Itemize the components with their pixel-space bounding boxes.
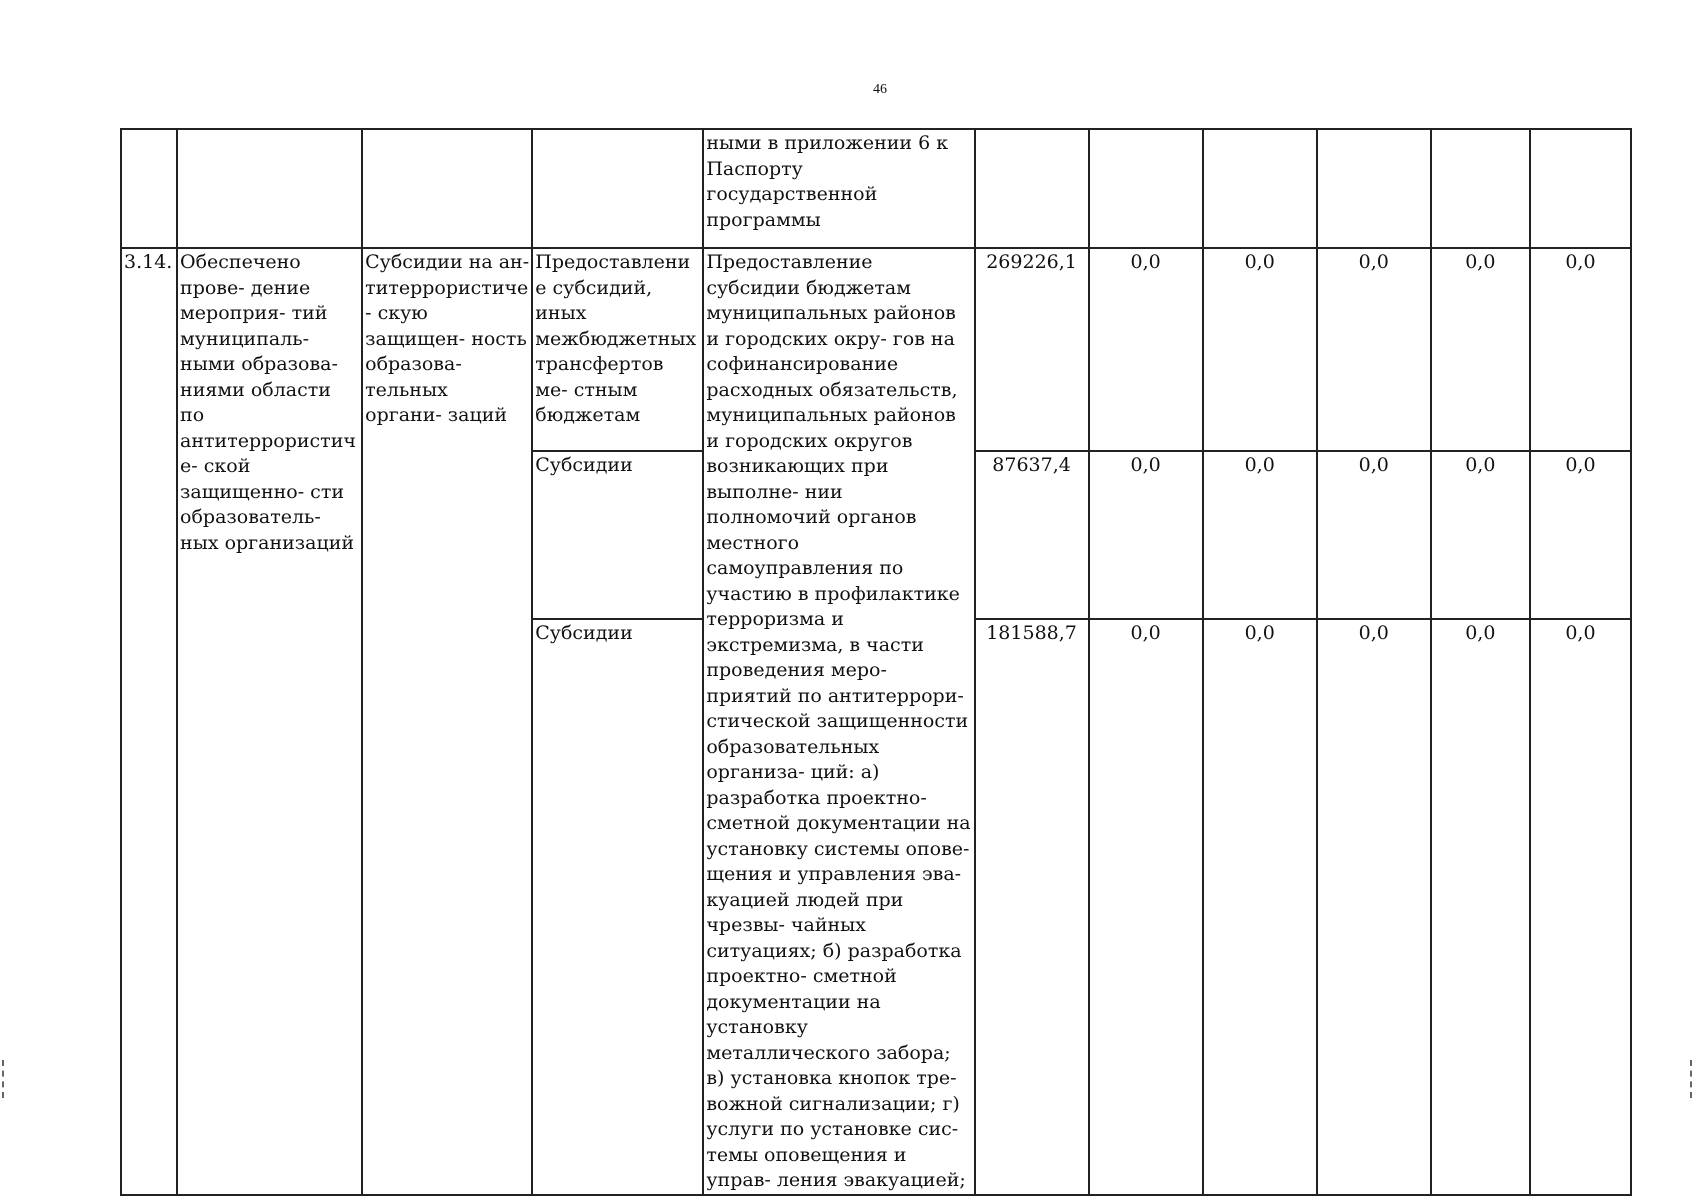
left-margin-mark	[2, 1060, 6, 1098]
amount-value: 0,0	[1089, 248, 1203, 451]
continuation-description: ными в приложении 6 к Паспорту государственной программы	[703, 129, 974, 248]
continuation-row	[121, 129, 1631, 248]
funding-type: Предоставление субсидий, иных межбюджетных трансфертов ме- стным бюджетам	[532, 248, 703, 451]
amount-value: 0,0	[1317, 619, 1431, 1195]
cell-empty	[1203, 129, 1317, 248]
cell-empty	[532, 129, 703, 248]
amount-value: 0,0	[1530, 451, 1631, 619]
cell-empty	[1089, 129, 1203, 248]
item-number: 3.14.	[121, 248, 177, 1195]
funding-type: Субсидии	[532, 619, 703, 1195]
amount-total: 87637,4	[975, 451, 1089, 619]
budget-table	[120, 128, 1632, 1196]
table-row	[121, 248, 1631, 451]
amount-value: 0,0	[1089, 451, 1203, 619]
amount-value: 0,0	[1431, 619, 1530, 1195]
page-number: 46	[873, 82, 887, 97]
amount-value: 0,0	[1431, 451, 1530, 619]
right-margin-mark	[1690, 1060, 1694, 1098]
amount-value: 0,0	[1203, 248, 1317, 451]
cell-empty	[1431, 129, 1530, 248]
amount-value: 0,0	[1089, 619, 1203, 1195]
amount-value: 0,0	[1203, 451, 1317, 619]
cell-empty	[975, 129, 1089, 248]
item-result: Обеспечено прове- дение мероприя- тий муниципаль- ными образова- ниями области по антитеррористиче- ской защищенно- сти образователь- ных организаций	[177, 248, 362, 1195]
cell-empty	[362, 129, 532, 248]
funding-type: Субсидии	[532, 451, 703, 619]
amount-value: 0,0	[1530, 248, 1631, 451]
cell-empty	[1317, 129, 1431, 248]
cell-empty	[177, 129, 362, 248]
amount-total: 181588,7	[975, 619, 1089, 1195]
amount-value: 0,0	[1203, 619, 1317, 1195]
amount-total: 269226,1	[975, 248, 1089, 451]
amount-value: 0,0	[1431, 248, 1530, 451]
cell-empty	[1530, 129, 1631, 248]
amount-value: 0,0	[1317, 248, 1431, 451]
cell-empty	[121, 129, 177, 248]
item-activity: Субсидии на ан- титеррористиче- скую защищен- ность образова- тельных органи- заций	[362, 248, 532, 1195]
item-description: Предоставление субсидии бюджетам муниципальных районов и городских окру- гов на софинансирование расходных обязательств, муниципальных районов и городских округов возникающих при выполне- нии полномочий органов местного самоуправления по участию в профилактике терроризма и экстремизма, в части проведения меро- приятий по антитеррори- стической защищенности образовательных организа- ций: а) разработка проектно- сметной документации на установку системы опове- щения и управления эва- куацией людей при чрезвы- чайных ситуациях; б) разработка проектно- сметной документации на установку металлического забора; в) установка кнопок тре- вожной сигнализации; г) услуги по установке сис- темы оповещения и управ- ления эвакуацией;	[703, 248, 974, 1195]
amount-value: 0,0	[1317, 451, 1431, 619]
amount-value: 0,0	[1530, 619, 1631, 1195]
